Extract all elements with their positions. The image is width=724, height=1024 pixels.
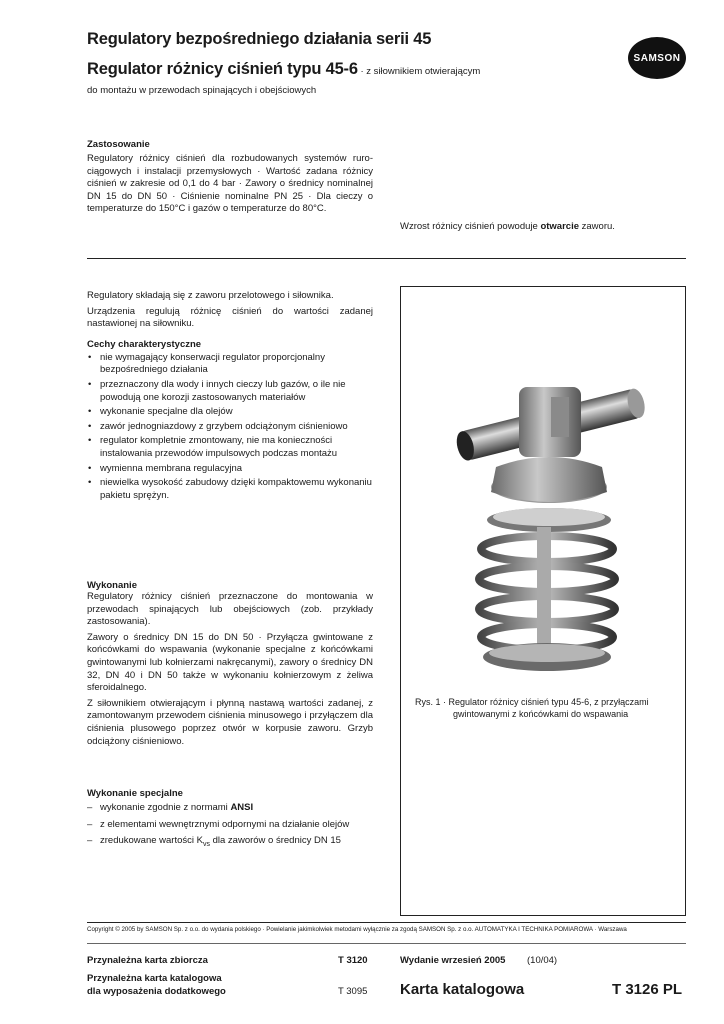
effect-note <box>400 221 615 232</box>
product-title-main: Regulator różnicy ciśnień typu 45-6 <box>87 60 358 78</box>
edition-code: (10/04) <box>527 955 558 966</box>
product-title-sub: · z siłownikiem otwierającym <box>357 66 481 77</box>
copyright: Copyright © 2005 by SAMSON Sp. z o.o. do wydania polskiego · Powielanie jakimkolwiek metodami wyłącznie za zgodą SAMSON Sp. z o.o. AUTOMATYKA I TECHNIKA POMIAROWA · Warszawa <box>87 926 627 933</box>
specjalne-title: Wykonanie specjalne <box>87 788 183 799</box>
list-item: • niewielka wysokość zabudowy dzięki kompaktowemu wykonaniu pakietu sprężyn. <box>87 477 373 502</box>
document-number: T 3126 PL <box>612 981 683 998</box>
list-item: – zredukowane wartości $K_{vs}$ dla zaworów o średnicy DN 15 <box>87 835 373 851</box>
wykonanie-p2: Zawory o średnicy DN 15 do DN 50 · Przyłącza gwintowane z końcówkami do wspawania (wykonanie specjalne z końcówkami gwintowanymi lub kołnierzami nakręcanymi), zawory o średnicy DN 32, DN 40 i DN 50 także w wykonaniu kołnierzowym z żeliwa sferoidalnego. <box>87 631 373 694</box>
regulator-illustration <box>401 287 685 687</box>
list-item: – z elementami wewnętrznymi odpornymi na działanie olejów <box>87 819 373 832</box>
mounting-subtitle: do montażu w przewodach spinających i obejściowych <box>87 85 317 96</box>
figure-box <box>400 286 686 916</box>
specjalne-list <box>87 802 373 852</box>
wykonanie-section <box>87 580 373 748</box>
list-item: • regulator kompletnie zmontowany, nie ma konieczności instalowania przewodów impulsowych podczas montażu <box>87 435 373 460</box>
zbiorcza-number: T 3120 <box>338 955 368 966</box>
figure-caption <box>415 696 677 720</box>
document-type: Karta katalogowa <box>400 981 525 998</box>
wykonanie-title: Wykonanie <box>87 580 137 591</box>
zastosowanie-text: Regulatory różnicy ciśnień dla rozbudowanych systemów ruro-ciągowych i instalacji przemysłowych · Wartość zadana różnicy ciśnień w zakresie od 0,1 do 4 bar · Zawory o średnicy nominalnej DN 15 do DN 50 · Ciśnienie nominalne PN 25 · Dla cieczy o temperaturze do 150°C i gazów o temperaturze do 80°C. <box>87 153 373 215</box>
series-title: Regulatory bezpośredniego działania serii 45 <box>87 30 432 48</box>
divider <box>87 258 686 259</box>
effect-suffix: zaworu. <box>579 221 615 232</box>
katalogowa-label-1: Przynależna karta katalogowa <box>87 973 222 984</box>
katalogowa-number: T 3095 <box>338 986 368 997</box>
katalogowa-label-2: dla wyposażenia dodatkowego <box>87 986 226 997</box>
footer-divider-2 <box>87 943 686 944</box>
intro-p1: Regulatory składają się z zaworu przelotowego i siłownika. <box>87 290 334 301</box>
effect-bold: otwarcie <box>540 221 579 232</box>
caption-line-2: gwintowanymi z końcówkami do wspawania <box>453 709 629 719</box>
intro-section <box>87 290 373 504</box>
zastosowanie-title: Zastosowanie <box>87 139 150 150</box>
edition: Wydanie wrzesień 2005 <box>400 955 506 966</box>
wykonanie-p3: Z siłownikiem otwierającym i płynną nastawą wartości zadanej, z zamontowanym przewodem ciśnienia minusowego i przyłączem dla ciśnienia plusowego poprzez otwór w korpusie zaworu. Grzyb odciążony ciśnieniowo. <box>87 697 373 747</box>
list-item: • wykonanie specjalne dla olejów <box>87 406 373 419</box>
list-item: • nie wymagający konserwacji regulator proporcjonalny bezpośredniego działania <box>87 352 373 377</box>
intro-p2: Urządzenia regulują różnicę ciśnień do wartości zadanej nastawionej na siłowniku. <box>87 305 373 330</box>
product-title <box>87 60 480 79</box>
list-item: • wymienna membrana regulacyjna <box>87 463 373 476</box>
cechy-list <box>87 352 373 503</box>
list-item: – wykonanie zgodnie z normami ANSI <box>87 802 373 815</box>
wykonanie-p1: Regulatory różnicy ciśnień przeznaczone do montowania w przewodach spinających lub obejściowych (zob. przykłady zastosowania). <box>87 591 373 628</box>
specjalne-section <box>87 788 373 856</box>
samson-logo: SAMSON <box>628 37 686 79</box>
list-item: • zawór jednogniazdowy z grzybem odciążonym ciśnieniowo <box>87 421 373 434</box>
zbiorcza-label: Przynależna karta zbiorcza <box>87 955 208 966</box>
footer-divider <box>87 922 686 923</box>
caption-line-1: Rys. 1 · Regulator różnicy ciśnień typu 45-6, z przyłączami <box>415 697 649 707</box>
list-item: • przeznaczony dla wody i innych cieczy lub gazów, o ile nie powodują one korozji zastosowanych materiałów <box>87 379 373 404</box>
zastosowanie-section <box>87 139 373 216</box>
cechy-title: Cechy charakterystyczne <box>87 338 202 350</box>
effect-prefix: Wzrost różnicy ciśnień powoduje <box>400 221 541 232</box>
